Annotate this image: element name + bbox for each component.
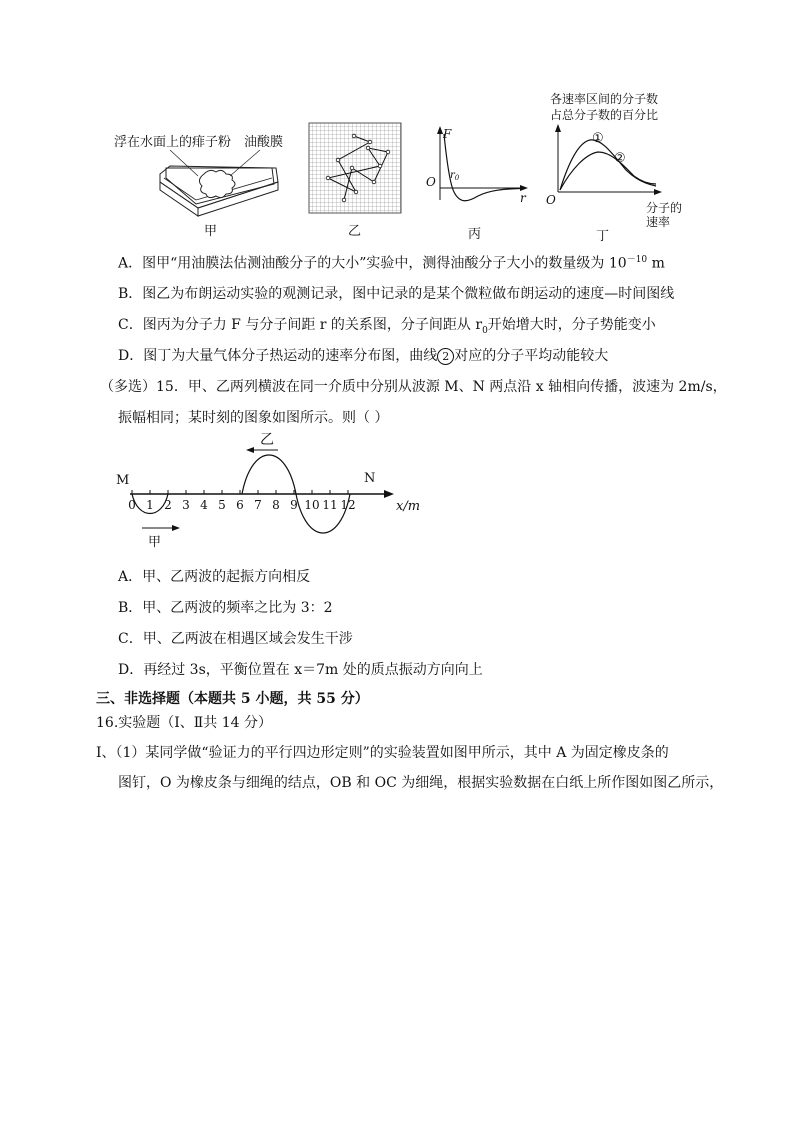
q15-option-a: A．甲、乙两波的起振方向相反 <box>118 569 311 585</box>
caption-ding: 丁 <box>596 229 610 244</box>
tick-label: 10 <box>304 497 320 512</box>
brownian-grid-diagram <box>308 122 404 246</box>
tick-label: 12 <box>340 497 356 512</box>
q14-option-d: D．图丁为大量气体分子热运动的速率分布图，曲线 2 对应的分子平均动能较大 <box>118 348 609 364</box>
axis-label: x/m <box>396 499 421 514</box>
caption-yi: 乙 <box>348 224 362 239</box>
tick-label: 7 <box>254 497 262 512</box>
tick-label: 9 <box>290 497 298 512</box>
origin-o: O <box>426 175 436 189</box>
section3-heading: 三、非选择题（本题共 5 小题，共 55 分） <box>96 691 369 707</box>
xlabel-line2: 速率 <box>646 215 671 229</box>
curve-1-label: ① <box>592 131 604 146</box>
tick-label: 2 <box>164 497 172 512</box>
q16-title: 16.实验题（Ⅰ、Ⅱ共 14 分） <box>96 715 273 731</box>
figure-bing <box>420 124 532 246</box>
caption-bing: 丙 <box>468 227 482 242</box>
q14-option-b: B．图乙为布朗运动实验的观测记录，图中记录的是某个微粒做布朗运动的速度—时间图线 <box>118 286 675 302</box>
label-powder: 浮在水面上的痱子粉 <box>114 135 232 150</box>
q15-option-c: C．甲、乙两波在相遇区域会发生干涉 <box>118 631 353 647</box>
wave-diagram <box>110 428 440 550</box>
oil-film-tray-diagram <box>100 120 300 245</box>
figure-yi <box>308 122 404 246</box>
ylabel-line2: 占总分子数的百分比 <box>550 108 659 122</box>
xlabel-line1: 分子的 <box>646 201 683 215</box>
speed-distribution-graph <box>536 88 706 244</box>
q16-line1: Ⅰ、（1）某同学做“验证力的平行四边形定则”的实验装置如图甲所示，其中 A 为固定橡皮条的 <box>96 745 669 761</box>
axis-r: r <box>520 191 526 205</box>
tick-label: 0 <box>128 497 136 512</box>
exponent: －10 <box>626 255 648 265</box>
tick-label: 4 <box>200 497 208 512</box>
circled-number: 2 <box>437 348 454 365</box>
label-m: M <box>116 473 130 488</box>
tick-label: 8 <box>272 497 280 512</box>
figure-ding <box>536 88 706 244</box>
caption-jia: 甲 <box>204 224 218 239</box>
q14-option-c: C．图丙为分子力 F 与分子间距 r 的关系图，分子间距从 $r_0$开始增大时，分子势能变小 <box>118 317 656 336</box>
figure-jia <box>100 120 300 245</box>
tick-label: 6 <box>236 497 244 512</box>
force-distance-graph <box>420 124 532 246</box>
q15-option-b: B．甲、乙两波的频率之比为 3：2 <box>118 600 333 616</box>
label-n: N <box>364 471 376 486</box>
label-yi: 乙 <box>260 432 274 448</box>
curve-2-label: ② <box>614 151 626 166</box>
r0-label: $r_0$ <box>450 170 460 182</box>
tick-label: 11 <box>322 497 338 512</box>
q15-option-d: D．再经过 3s，平衡位置在 x＝7m 处的质点振动方向向上 <box>118 662 483 678</box>
tick-label: 5 <box>218 497 226 512</box>
tick-label: 3 <box>182 497 190 512</box>
q14-option-a: A．图甲“用油膜法估测油酸分子的大小”实验中，测得油酸分子大小的数量级为 $10^{-10}$ m <box>118 255 665 272</box>
tick-label: 1 <box>146 497 154 512</box>
axis-f: F <box>443 127 452 141</box>
origin-o: O <box>546 193 556 207</box>
label-film: 油酸膜 <box>244 135 284 150</box>
ylabel-line1: 各速率区间的分子数 <box>550 92 659 106</box>
q16-line2: 图钉，O 为橡皮条与细绳的结点，OB 和 OC 为细绳，根据实验数据在白纸上所作图如图乙所示， <box>118 775 724 791</box>
q15-stem-line1: （多选）15．甲、乙两列横波在同一介质中分别从波源 M、N 两点沿 x 轴相向传播，波速为 2m/s， <box>100 379 727 395</box>
label-jia: 甲 <box>148 535 162 550</box>
wave-figure <box>110 428 440 550</box>
q15-stem-line2: 振幅相同；某时刻的图象如图所示。则（ ） <box>118 410 389 426</box>
